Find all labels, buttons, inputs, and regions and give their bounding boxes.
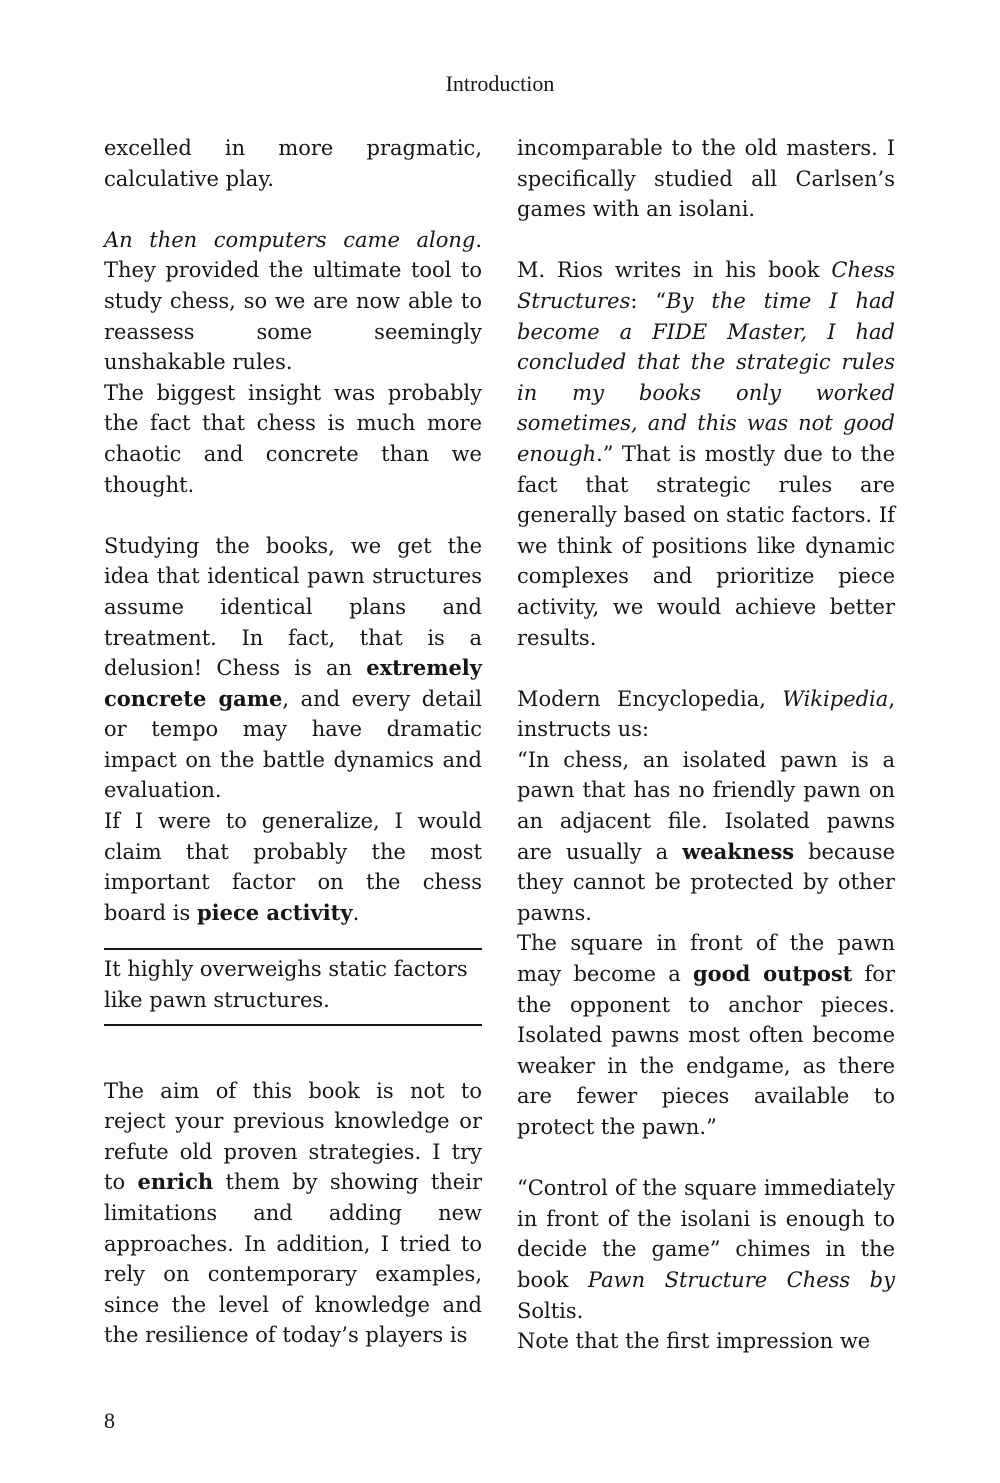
paragraph-text: The aim of this book is not to reject your previous knowledge or refute old proven strategies. I try to xyxy=(104,1078,482,1195)
paragraph-text: Modern Encyclopedia, xyxy=(517,686,783,711)
running-head: Introduction xyxy=(445,71,555,96)
paragraph-right-7: Note that the first impression we xyxy=(517,1329,871,1354)
paragraph-right-2 xyxy=(517,255,895,653)
book-title: Chess Structures xyxy=(517,258,895,313)
book-title: Pawn Structure Chess by xyxy=(587,1267,895,1292)
paragraph-left-3: The biggest insight was probably the fact that chess is much more chaotic and concrete than we thought. xyxy=(104,380,482,497)
paragraph-text: them by showing their limitations and adding new approaches. In addition, I tried to rely on contemporary examples, since the level of knowledge and the resilience of today’s players is xyxy=(104,1170,482,1348)
paragraph-right-1: incomparable to the old masters. I specifically studied all Carlsen’s games with an isolani. xyxy=(517,136,895,222)
bold-phrase: piece activity xyxy=(196,899,353,925)
paragraph-left-1: excelled in more pragmatic, calculative play. xyxy=(104,136,482,191)
paragraph-left-5 xyxy=(104,806,482,928)
paragraph-left-2 xyxy=(104,225,482,378)
paragraph-left-6 xyxy=(104,1076,482,1351)
paragraph-text: “Control of the square immediately in front of the isolani is enough to decide the game” chimes in the book xyxy=(517,1176,895,1292)
paragraph-right-3 xyxy=(517,684,895,745)
paragraph-text: because they cannot be protected by other pawns. xyxy=(517,839,895,925)
paragraph-text: for the opponent to anchor pieces. Isolated pawns most often become weaker in the endgame, as there are fewer pieces available to protect the pawn.” xyxy=(517,962,895,1139)
paragraph-right-5 xyxy=(517,928,895,1142)
paragraph-text: .” That is mostly due to the fact that strategic rules are generally based on static factors. If we think of positions like dynamic complexes and prioritize piece activity, we would achieve better results. xyxy=(517,441,895,650)
paragraph-right-4 xyxy=(517,745,895,929)
paragraph-text: Soltis. xyxy=(517,1298,584,1323)
paragraph-text: Studying the books, we get the idea that identical pawn structures assume identical plans and treatment. In fact, that is a delusion! Chess is an xyxy=(104,533,482,681)
bold-phrase: good outpost xyxy=(692,961,853,987)
bold-phrase: weakness xyxy=(682,838,795,864)
paragraph-text: “In chess, an isolated pawn is a pawn that has no friendly pawn on an adjacent file. Isolated pawns are usually a xyxy=(517,747,895,864)
paragraph-text: The square in front of the pawn may become a xyxy=(517,931,895,987)
callout-box xyxy=(104,948,482,1025)
paragraph-text: , instructs us: xyxy=(517,686,895,742)
italic-phrase: An then computers came along xyxy=(104,227,476,252)
callout-text: It highly overweighs static factors like pawn structures. xyxy=(104,957,468,1013)
paragraph-text: . They provided the ultimate tool to study chess, so we are now able to reassess some seemingly unshakable rules. xyxy=(104,227,482,375)
right-column xyxy=(517,133,895,1357)
bold-phrase: enrich xyxy=(137,1169,214,1195)
paragraph-left-4 xyxy=(104,531,482,806)
paragraph-text: , and every detail or tempo may have dramatic impact on the battle dynamics and evaluation. xyxy=(104,686,482,803)
paragraph-text: M. Rios writes in his book xyxy=(517,258,832,283)
page-number: 8 xyxy=(104,1408,115,1433)
paragraph-text: If I were to generalize, I would claim that probably the most important factor on the chess board is xyxy=(104,809,482,925)
paragraph-text: . xyxy=(352,900,360,925)
paragraph-text: : “ xyxy=(630,288,667,313)
italic-phrase: Wikipedia xyxy=(782,686,889,711)
bold-phrase: extremely concrete game xyxy=(104,655,482,711)
paragraph-right-6 xyxy=(517,1173,895,1326)
italic-quote: By the time I had become a FIDE Master, I had concluded that the strategic rules in my books only worked sometimes, and this was not good enough xyxy=(517,288,895,466)
left-column xyxy=(104,133,482,1351)
